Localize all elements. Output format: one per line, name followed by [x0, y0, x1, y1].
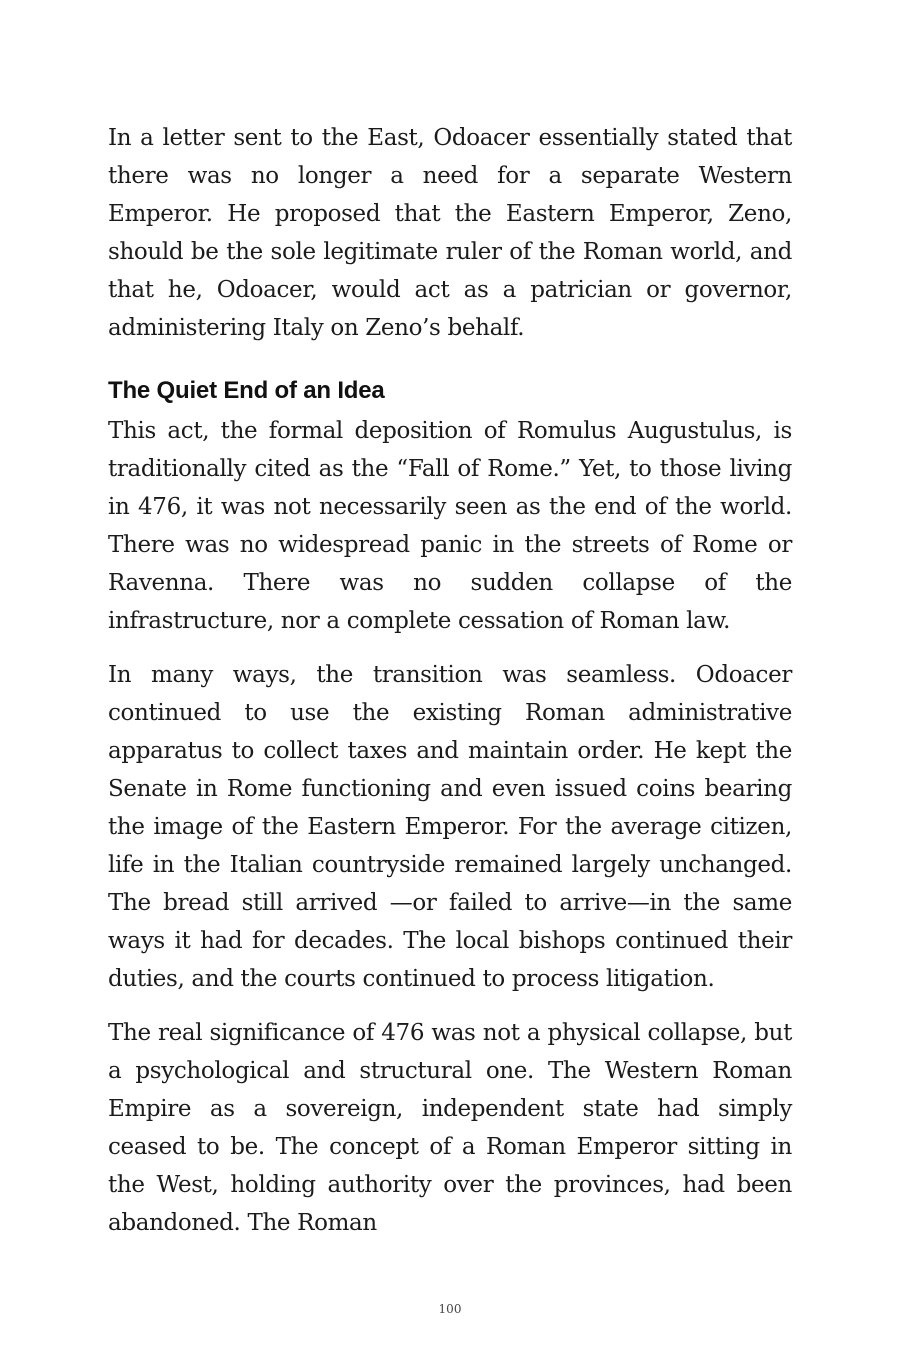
paragraph-deposition: This act, the formal deposition of Romulus Augustulus, is traditionally cited as the “Fall of Rome.” Yet, to those living in 476, it was not necessarily seen as the end of the world. There was no widespread panic in the streets of Rome or Ravenna. There was no sudden collapse of the infrastructure, nor a complete cessation of Roman law.	[108, 418, 792, 634]
page-body	[108, 119, 792, 1242]
section-heading: The Quiet End of an Idea	[108, 377, 385, 404]
page-number: 100	[438, 1302, 462, 1316]
paragraph-significance: The real significance of 476 was not a physical collapse, but a psychological and structural one. The Western Roman Empire as a sovereign, independent state had simply ceased to be. The concept of a Roman Emperor sitting in the West, holding authority over the provinces, had been abandoned. The Roman	[108, 1020, 792, 1236]
paragraph-odoacer-letter: In a letter sent to the East, Odoacer essentially stated that there was no longer a need for a separate Western Emperor. He proposed that the Eastern Emperor, Zeno, should be the sole legitimate ruler of the Roman world, and that he, Odoacer, would act as a patrician or governor, administering Italy on Zeno’s behalf.	[108, 125, 792, 341]
paragraph-transition: In many ways, the transition was seamless. Odoacer continued to use the existing Roman administrative apparatus to collect taxes and maintain order. He kept the Senate in Rome functioning and even issued coins bearing the image of the Eastern Emperor. For the average citizen, life in the Italian countryside remained largely unchanged. The bread still arrived —or failed to arrive—in the same ways it had for decades. The local bishops continued their duties, and the courts continued to process litigation.	[108, 662, 792, 992]
